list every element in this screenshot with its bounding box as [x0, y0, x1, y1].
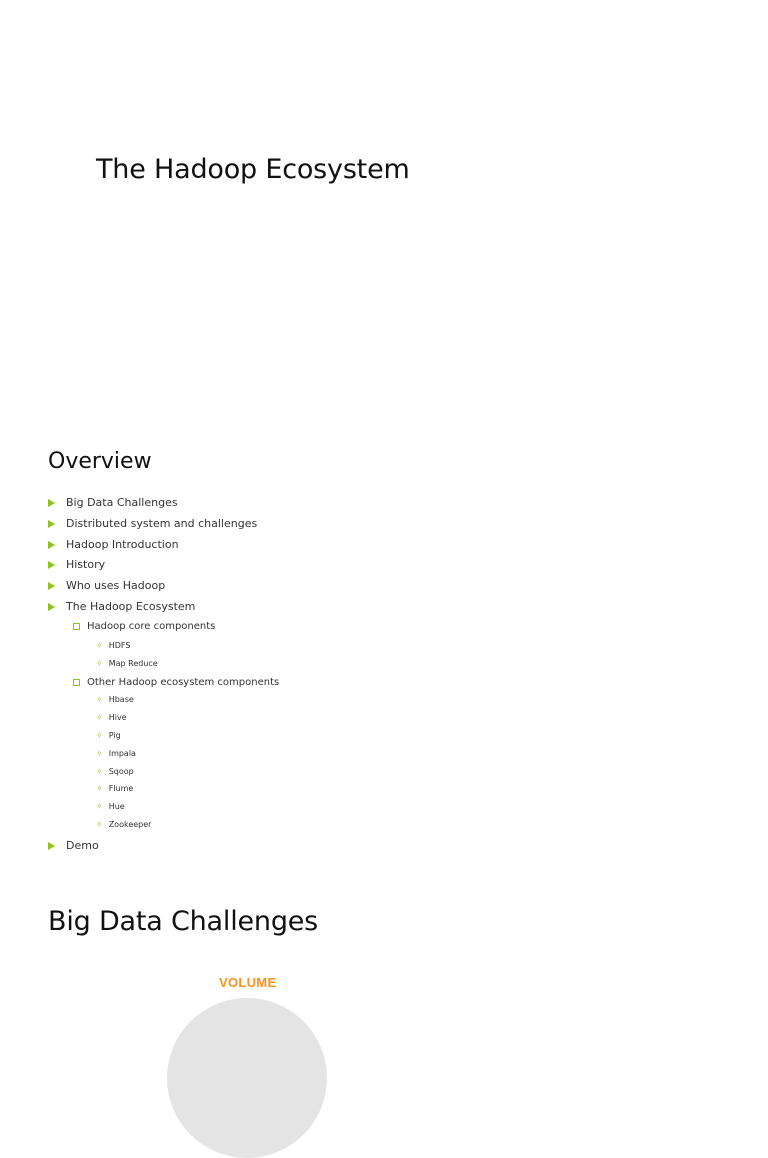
triangle-bullet-icon [48, 842, 55, 850]
sub-sub-list-item: ✧ Zookeeper [96, 819, 152, 829]
sub-sub-list-item: ✧ Impala [96, 748, 136, 758]
sub-sub-list-item: ✧ Hue [96, 801, 125, 811]
sub-sub-list-item: ✧ Hbase [96, 694, 134, 704]
diamond-bullet-icon: ✧ [96, 658, 103, 668]
triangle-bullet-icon [48, 541, 55, 549]
square-bullet-icon [73, 623, 80, 630]
sub-sub-list-item: ✧ HDFS [96, 640, 131, 650]
diamond-bullet-icon: ✧ [96, 801, 103, 811]
list-item: The Hadoop Ecosystem [48, 600, 195, 613]
list-item: Demo [48, 839, 99, 852]
section-heading: Big Data Challenges [48, 906, 319, 937]
volume-label: VOLUME [219, 975, 277, 990]
list-item: Distributed system and challenges [48, 517, 257, 530]
slide-title: The Hadoop Ecosystem [96, 154, 410, 185]
list-item: Big Data Challenges [48, 496, 178, 509]
list-item: Hadoop Introduction [48, 538, 179, 551]
diamond-bullet-icon: ✧ [96, 766, 103, 776]
diamond-bullet-icon: ✧ [96, 819, 103, 829]
diamond-bullet-icon: ✧ [96, 783, 103, 793]
diamond-bullet-icon: ✧ [96, 748, 103, 758]
sub-sub-list-item: ✧ Hive [96, 712, 127, 722]
diamond-bullet-icon: ✧ [96, 730, 103, 740]
triangle-bullet-icon [48, 582, 55, 590]
diamond-bullet-icon: ✧ [96, 640, 103, 650]
list-item: Who uses Hadoop [48, 579, 165, 592]
volume-circle [167, 998, 327, 1158]
list-item: History [48, 558, 105, 571]
sub-list-item: Hadoop core components [73, 621, 215, 632]
overview-heading: Overview [48, 449, 152, 474]
sub-sub-list-item: ✧ Pig [96, 730, 121, 740]
triangle-bullet-icon [48, 603, 55, 611]
triangle-bullet-icon [48, 561, 55, 569]
sub-sub-list-item: ✧ Map Reduce [96, 658, 158, 668]
sub-list-item: Other Hadoop ecosystem components [73, 677, 279, 688]
sub-sub-list-item: ✧ Flume [96, 783, 134, 793]
triangle-bullet-icon [48, 520, 55, 528]
diamond-bullet-icon: ✧ [96, 694, 103, 704]
diamond-bullet-icon: ✧ [96, 712, 103, 722]
triangle-bullet-icon [48, 499, 55, 507]
sub-sub-list-item: ✧ Sqoop [96, 766, 134, 776]
square-bullet-icon [73, 679, 80, 686]
